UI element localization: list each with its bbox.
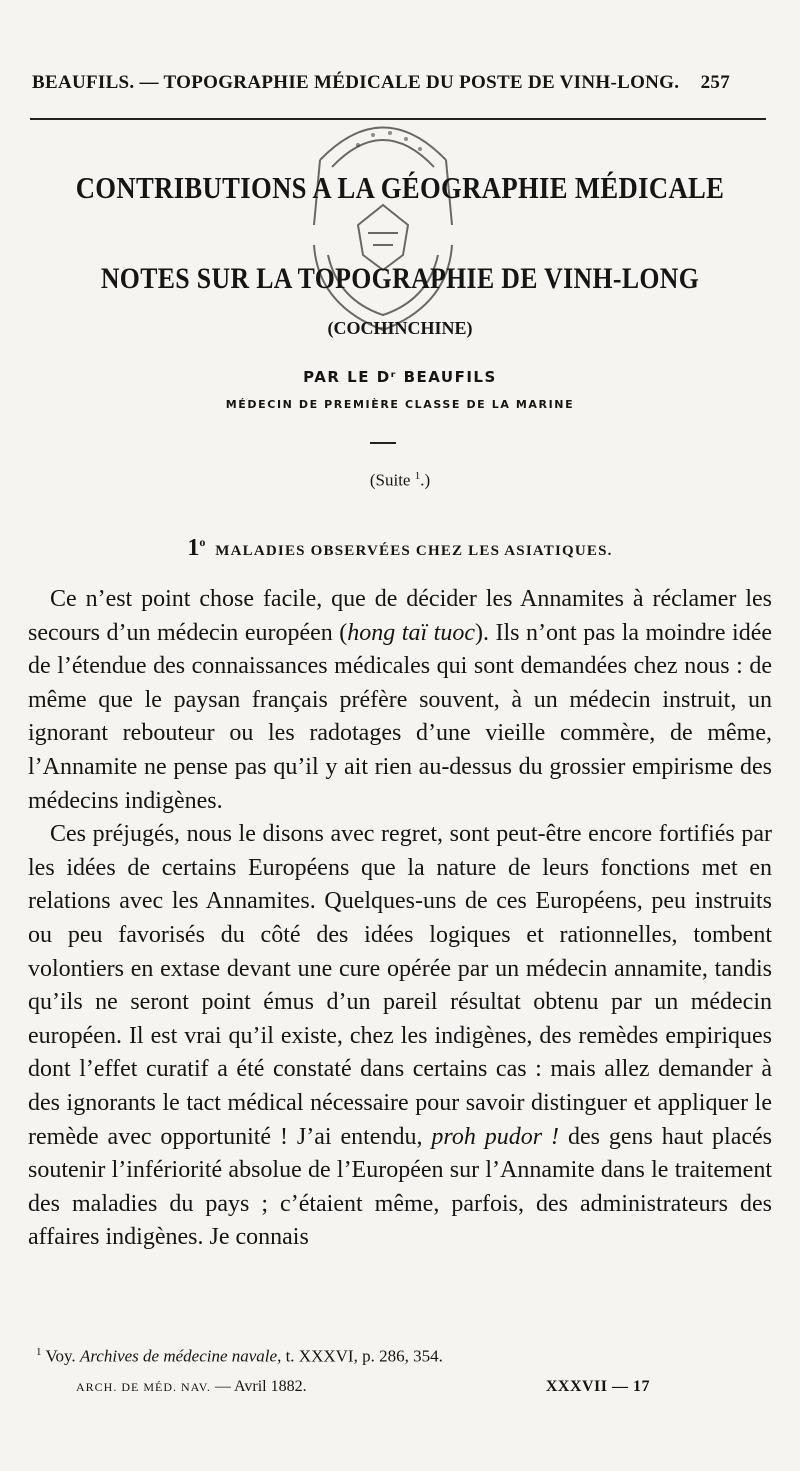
footnote-marker: 1 — [36, 1346, 42, 1358]
footnote — [36, 1346, 760, 1367]
running-head — [32, 72, 730, 94]
suite-close: .) — [420, 470, 431, 490]
suite-line — [0, 470, 800, 491]
paragraph-2-italic: proh pudor ! — [431, 1123, 560, 1150]
body-text — [28, 583, 772, 1255]
title-separator — [370, 442, 396, 444]
article-title-line3: (COCHINCHINE) — [327, 318, 473, 338]
footer-left — [76, 1378, 307, 1396]
suite-text: (Suite — [369, 470, 411, 490]
paragraph-1 — [28, 583, 772, 818]
signature-mark: XXXVII — 17 — [545, 1378, 650, 1395]
paragraph-1-text-b: ). Ils n’ont pas la moindre idée de l’étendue des connaissances médicales qui sont demandées chez nous : de même que le paysan français préfère souvent, à un médecin instruit, un ignorant rebouteur ou les radotages d’une vieille commère, de même, l’Annamite ne pense pas qu’il y ait rien au-dessus du grossier empirisme des médecins indigènes. — [28, 619, 773, 814]
footnote-journal: Archives de médecine navale — [79, 1346, 278, 1366]
paragraph-2 — [28, 818, 772, 1255]
author-title: MÉDECIN DE PREMIÈRE CLASSE DE LA MARINE — [225, 398, 575, 411]
library-stamp — [298, 105, 468, 340]
paragraph-1-text-a: Ce n’est point chose facile, que de décider les Annamites à réclamer les secours d’un médecin européen ( — [28, 586, 772, 646]
footer-journal-abbrev: ARCH. DE MÉD. NAV. — [76, 1380, 211, 1394]
section-heading — [0, 535, 800, 562]
article-title-line1: CONTRIBUTIONS A LA GÉOGRAPHIE MÉDICALE — [75, 170, 725, 205]
page-footer — [76, 1378, 650, 1396]
paragraph-2-text-a: Ces préjugés, nous le disons avec regret, sont peut-être encore fortifiés par les idées de certains Européens que la nature de leurs fonctions met en relations avec les Annamites. Quelques-uns de ces Européens, peu instruits ou peu favorisés du côté des idées logiques et rationnelles, tombent volontiers en extase devant une cure opérée par un médecin annamite, tandis qu’ils ne seront point émus d’un pareil résultat obtenu par un médecin européen. Il est vrai qu’il existe, chez les indigènes, des remèdes empiriques dont l’effet curatif a été constaté dans certains cas : mais allez demander à des ignorants le tact médical nécessaire pour savoir distinguer et appliquer le remède avec opportunité ! J’ai entendu, — [28, 821, 772, 1150]
section-number-digit: 1 — [187, 535, 200, 561]
section-number — [187, 535, 205, 561]
section-heading-text: MALADIES OBSERVÉES CHEZ LES ASIATIQUES. — [215, 543, 613, 559]
footer-date: — Avril 1882. — [214, 1378, 307, 1395]
author-line: PAR LE Dʳ BEAUFILS — [303, 368, 497, 386]
header-rule — [30, 118, 766, 120]
suite-footnote-ref: 1 — [414, 470, 421, 482]
running-title: BEAUFILS. — TOPOGRAPHIE MÉDICALE DU POSTE DE VINH-LONG. — [32, 72, 680, 93]
footnote-rest: , t. XXXVI, p. 286, 354. — [277, 1346, 443, 1366]
article-title-line2: NOTES SUR LA TOPOGRAPHIE DE VINH-LONG — [100, 262, 700, 295]
section-number-sup: o — [199, 535, 206, 549]
footnote-prefix: Voy. — [45, 1346, 80, 1366]
paragraph-1-italic: hong taï tuoc — [347, 619, 475, 646]
page-number: 257 — [700, 72, 730, 93]
paragraph-2-text-b: des gens haut placés soutenir l’infériorité absolue de l’Européen sur l’Annamite dans le traitement des maladies du pays ; c’étaient même, parfois, des administrateurs des affaires indigènes. Je connais — [28, 1123, 772, 1251]
